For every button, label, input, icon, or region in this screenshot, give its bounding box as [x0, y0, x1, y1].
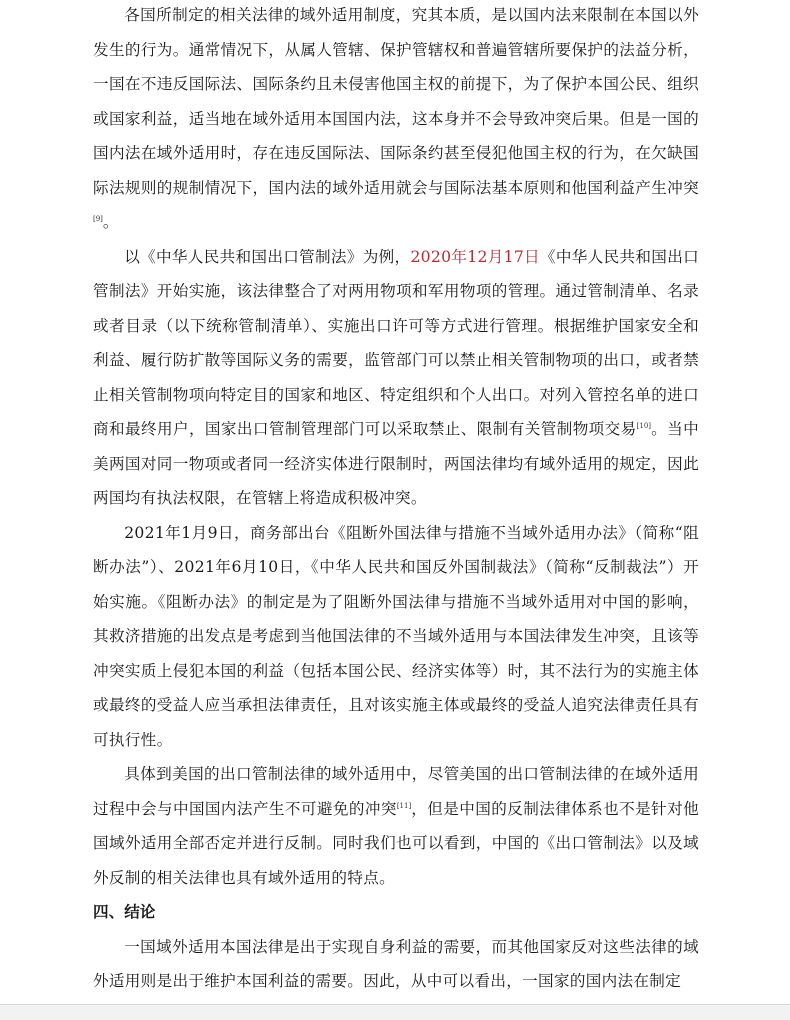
- paragraph-3: [93, 516, 699, 758]
- highlighted-date: 2020年12月17日: [410, 247, 540, 266]
- paragraph-4: [93, 757, 699, 895]
- footnote-ref-10[interactable]: [10]: [636, 421, 652, 430]
- paragraph-3-text: 2021年1月9日，商务部出台《阻断外国法律与措施不当域外适用办法》（简称“阻断办法”）、2021年6月10日，《中华人民共和国反外国制裁法》（简称“反制裁法”）开始实施。《阻断办法》的制定是为了阻断外国法律与措施不当域外适用对中国的影响，其救济措施的出发点是考虑到当他国法律的不当域外适用与本国法律发生冲突，且该等冲突实质上侵犯本国的利益（包括本国公民、经济实体等）时，其不法行为的实施主体或最终的受益人应当承担法律责任，且对该实施主体或最终的受益人追究法律责任具有可执行性。: [93, 523, 699, 749]
- page-bottom-edge: [0, 1004, 790, 1020]
- footnote-ref-11[interactable]: [11]: [396, 801, 412, 810]
- paragraph-1-tail: 。: [102, 213, 119, 231]
- paragraph-2-lead: 以《中华人民共和国出口管制法》为例，: [124, 247, 411, 266]
- paragraph-2-text: 《中华人民共和国出口管制法》开始实施，该法律整合了对两用物项和军用物项的管理。通过管制清单、名录或者目录（以下统称管制清单）、实施出口许可等方式进行管理。根据维护国家安全和利益、履行防扩散等国际义务的需要，监管部门可以禁止相关管制物项的出口，或者禁止相关管制物项向特定目的国家和地区、特定组织和个人出口。对列入管控名单的进口商和最终用户，国家出口管制管理部门可以采取禁止、限制有关管制物项交易: [93, 247, 699, 438]
- section-heading-conclusion: 四、结论: [93, 903, 156, 921]
- paragraph-2: [93, 240, 699, 516]
- paragraph-1: [93, 0, 699, 240]
- paragraph-4-text: 具体到美国的出口管制法律的域外适用中，尽管美国的出口管制法律的在域外适用过程中会与中国国内法产生不可避免的冲突: [93, 765, 699, 818]
- paragraph-2-tail: 。当中美两国对同一物项或者同一经济实体进行限制时，两国法律均有域外适用的规定，因此两国均有执法权限，在管辖上将造成积极冲突。: [93, 420, 699, 507]
- document-page: [93, 0, 699, 1004]
- paragraph-4-tail: ，但是中国的反制法律体系也不是针对他国域外适用全部否定并进行反制。同时我们也可以看到，中国的《出口管制法》以及域外反制的相关法律也具有域外适用的特点。: [93, 799, 699, 887]
- paragraph-1-text: 各国所制定的相关法律的域外适用制度，究其本质，是以国内法来限制在本国以外发生的行为。通常情况下，从属人管辖、保护管辖权和普遍管辖所要保护的法益分析，一国在不违反国际法、国际条约且未侵害他国主权的前提下，为了保护本国公民、组织或国家利益，适当地在域外适用本国国内法，这本身并不会导致冲突后果。但是一国的国内法在域外适用时，存在违反国际法、国际条约甚至侵犯他国主权的行为，在欠缺国际法规则的规制情况下，国内法的域外适用就会与国际法基本原则和他国利益产生冲突: [93, 6, 699, 197]
- paragraph-5: [93, 930, 699, 999]
- footnote-ref-9[interactable]: [9]: [93, 214, 103, 223]
- paragraph-5-text: 一国域外适用本国法律是出于实现自身利益的需要，而其他国家反对这些法律的域外适用则是出于维护本国利益的需要。因此，从中可以看出，一国家的国内法在制定: [93, 937, 699, 990]
